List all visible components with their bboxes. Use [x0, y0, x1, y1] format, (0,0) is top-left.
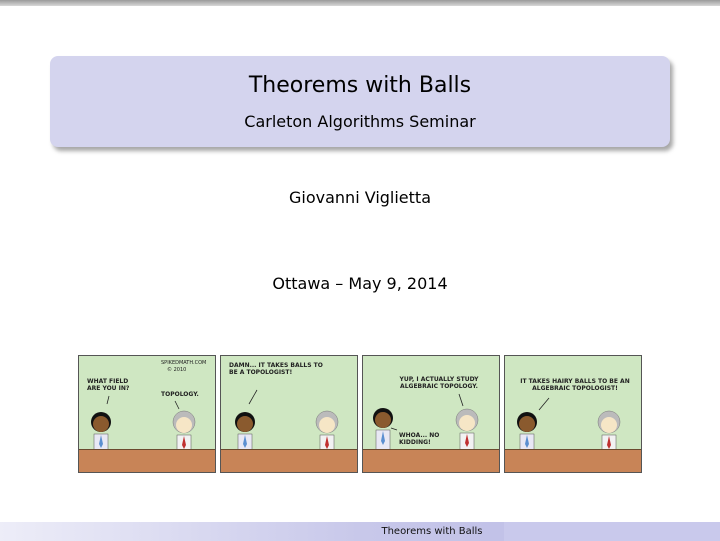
- speech-yup: YUP, I ACTUALLY STUDY ALGEBRAIC TOPOLOGY.: [399, 376, 479, 390]
- comic-strip: [78, 355, 642, 473]
- comic-panel-2: [220, 355, 358, 473]
- floor: [505, 449, 641, 472]
- floor: [363, 449, 499, 472]
- footer-right-section: [504, 522, 720, 541]
- speech-damn: DAMN... IT TAKES BALLS TO BE A TOPOLOGIST!: [229, 362, 323, 376]
- top-bar: [0, 0, 720, 6]
- footer-title: Theorems with Balls: [381, 526, 483, 537]
- comic-credit-site: SPIKEDMATH.COM: [161, 360, 207, 366]
- comic-panel-3: [362, 355, 500, 473]
- speech-hairy-balls: IT TAKES HAIRY BALLS TO BE AN ALGEBRAIC TOPOLOGIST!: [520, 378, 630, 392]
- date-location: Ottawa – May 9, 2014: [272, 274, 448, 293]
- footer-bar: [0, 522, 720, 541]
- speech-what-field: WHAT FIELD ARE YOU IN?: [87, 378, 130, 392]
- comic-panel-1: [78, 355, 216, 473]
- floor: [221, 449, 357, 472]
- slide-subtitle: Carleton Algorithms Seminar: [244, 112, 476, 131]
- floor: [79, 449, 215, 472]
- author-name: Giovanni Viglietta: [289, 188, 431, 207]
- comic-panel-4: [504, 355, 642, 473]
- comic-credit-year: © 2010: [167, 367, 187, 373]
- title-box: [50, 56, 670, 147]
- speech-whoa: WHOA... NO KIDDING!: [399, 432, 440, 446]
- slide-title: Theorems with Balls: [248, 73, 472, 98]
- speech-topology: TOPOLOGY.: [161, 391, 199, 398]
